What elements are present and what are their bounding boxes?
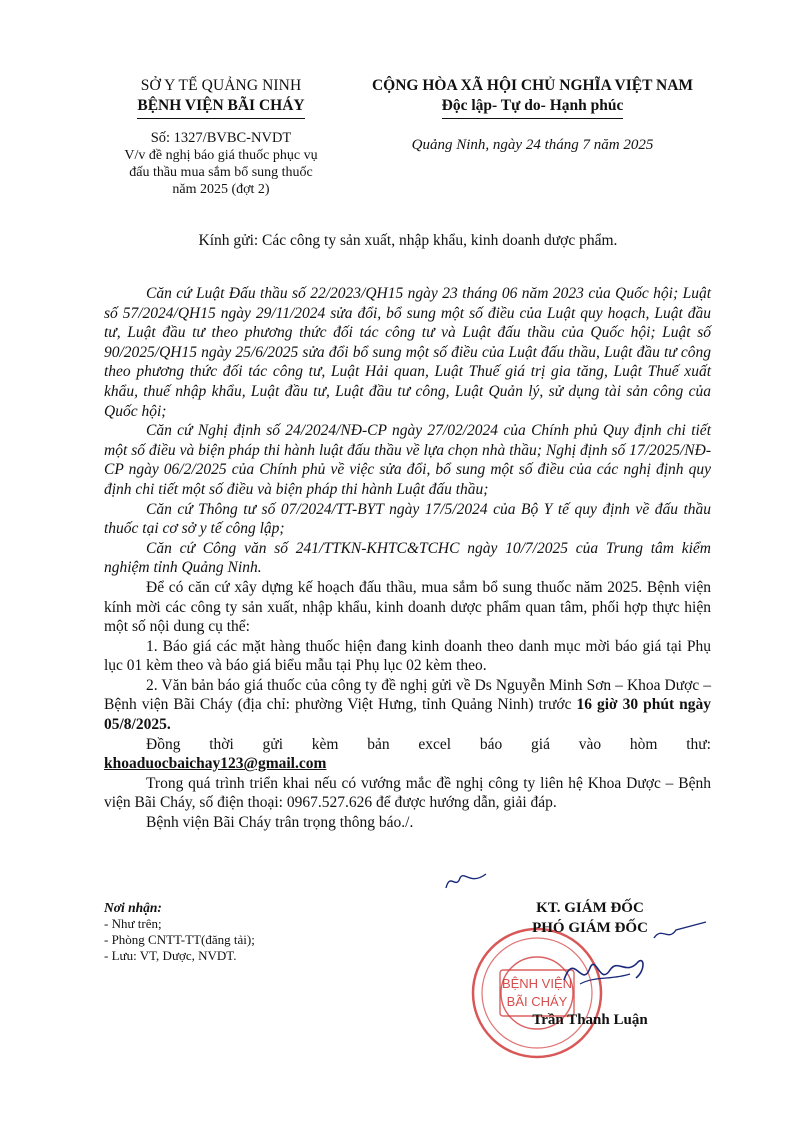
motto: Độc lập- Tự do- Hạnh phúc — [442, 96, 624, 119]
org-parent: SỞ Y TẾ QUẢNG NINH — [140, 77, 302, 94]
legal-basis-4: Căn cứ Công văn số 241/TTKN-KHTC&TCHC ngày 10/7/2025 của Trung tâm kiểm nghiệm tỉnh Quảng Ninh. — [104, 539, 711, 577]
recipients-title: Nơi nhận: — [104, 900, 162, 915]
item-2-deadline: 16 giờ 30 phút ngày 05/8/2025. — [104, 696, 711, 734]
letter-body — [104, 284, 711, 833]
legal-basis-2: Căn cứ Nghị định số 24/2024/NĐ-CP ngày 27/02/2024 của Chính phủ Quy định chi tiết một số điều và biện pháp thi hành luật đấu thầu về lựa chọn nhà thầu; Nghị định số 17/2025/NĐ-CP ngày 06/2/2025 của Chính phủ về việc sửa đổi, bổ sung một số điều của các nghị định quy định chi tiết một số điều và biện pháp thi hành Luật đấu thầu; — [104, 422, 711, 498]
intro-paragraph: Để có căn cứ xây dựng kế hoạch đấu thầu, mua sắm bổ sung thuốc năm 2025. Bệnh viện kính mời các công ty sản xuất, nhập khẩu, kinh doanh dược phẩm quan tâm, phối hợp thực hiện một số nội dung cụ thể: — [104, 578, 711, 636]
subject-line-1: V/v đề nghị báo giá thuốc phục vụ — [124, 148, 318, 163]
recipient-item-1: - Như trên; — [104, 916, 162, 931]
subject-line-2: đấu thầu mua sắm bổ sung thuốc — [129, 165, 313, 180]
closing-line: Bệnh viện Bãi Cháy trân trọng thông báo./. — [146, 814, 414, 832]
item-2-text: 2. Văn bản báo giá thuốc của công ty đề nghị gửi về Ds Nguyễn Minh Sơn – Khoa Dược – Bệnh viện Bãi Cháy (địa chỉ: phường Việt Hưng, tỉnh Quảng Ninh) trước — [104, 676, 711, 714]
recipient-item-3: - Lưu: VT, Dược, NVDT. — [104, 948, 237, 963]
email-line — [104, 754, 711, 774]
email-intro: Đồng thời gửi kèm bản excel báo giá vào hòm thư: — [146, 735, 711, 753]
recipient-item-2: - Phòng CNTT-TT(đăng tải); — [104, 932, 255, 947]
recipient: Kính gửi: Các công ty sản xuất, nhập khẩu, kinh doanh dược phẩm. — [198, 232, 618, 249]
initial-mark-icon — [650, 916, 710, 946]
stamp-text-1: BỆNH VIỆN — [501, 976, 573, 991]
header-right — [345, 76, 720, 154]
signer-name: Trần Thanh Luận — [532, 1012, 648, 1028]
org-name: BỆNH VIỆN BÃI CHÁY — [137, 96, 304, 119]
signer-role-1: KT. GIÁM ĐỐC — [536, 900, 644, 916]
email-address[interactable]: khoaduocbaichay123@gmail.com — [104, 755, 327, 773]
nation-title: CỘNG HÒA XÃ HỘI CHỦ NGHĨA VIỆT NAM — [371, 77, 694, 94]
signature-icon — [560, 940, 650, 1000]
legal-basis-1: Căn cứ Luật Đấu thầu số 22/2023/QH15 ngày 23 tháng 06 năm 2023 của Quốc hội; Luật số 57/2024/QH15 ngày 29/11/2024 sửa đổi, bổ sung một số điều của Luật quy hoạch, Luật đầu tư, Luật đầu tư theo phương thức đối tác công tư và Luật đấu thầu của Quốc hội; Luật số 90/2025/QH15 ngày 25/6/2025 sửa đổi bổ sung một số điều của Luật đấu thầu, Luật đầu tư công theo phương thức đối tác công tư, Luật Hải quan, Luật Thuế giá trị gia tăng, Luật Thuế xuất khẩu, thuế nhập khẩu, Luật đầu tư, Luật đầu tư công, Luật Quản lý, sử dụng tài sản công của Quốc hội; — [104, 285, 711, 420]
item-1: 1. Báo giá các mặt hàng thuốc hiện đang kinh doanh theo danh mục mời báo giá tại Phụ lục 01 kèm theo và báo giá biểu mẫu tại Phụ lục 02 kèm theo. — [104, 637, 711, 675]
closing-initial-icon — [440, 866, 490, 896]
signer-role-2: PHÓ GIÁM ĐỐC — [532, 920, 648, 936]
legal-basis-3: Căn cứ Thông tư số 07/2024/TT-BYT ngày 17/5/2024 của Bộ Y tế quy định về đấu thầu thuốc tại cơ sở y tế công lập; — [104, 500, 711, 538]
doc-date: Quảng Ninh, ngày 24 tháng 7 năm 2025 — [411, 137, 654, 153]
stamp-text-2: BÃI CHÁY — [506, 994, 568, 1009]
subject-line-3: năm 2025 (đợt 2) — [172, 182, 270, 197]
doc-number: Số: 1327/BVBC-NVDT — [150, 130, 292, 146]
contact-paragraph: Trong quá trình triển khai nếu có vướng mắc đề nghị công ty liên hệ Khoa Dược – Bệnh viện Bãi Cháy, số điện thoại: 0967.527.626 để được hướng dẫn, giải đáp. — [104, 774, 711, 812]
item-2 — [104, 676, 711, 735]
header-left — [90, 76, 352, 198]
recipients-block — [104, 900, 424, 964]
